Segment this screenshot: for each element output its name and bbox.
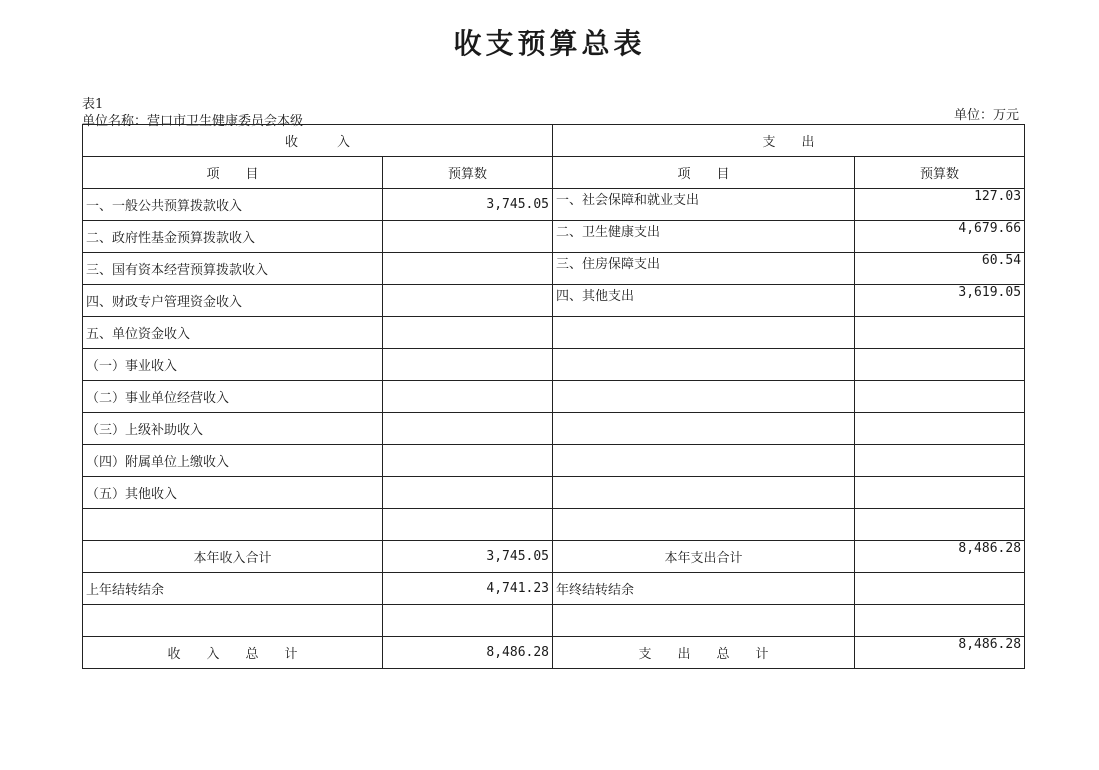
income-header: 收 入 [83,125,553,157]
income-year-total-label: 本年收入合计 [83,541,383,573]
page-title: 收支预算总表 [453,27,646,60]
expense-item: 三、住房保障支出 [553,253,855,285]
carry-in-value: 4,741.23 [383,573,553,605]
income-value [383,349,553,381]
income-value [383,509,553,541]
expense-item [553,477,855,509]
income-item: 一、一般公共预算拨款收入 [83,189,383,221]
expense-budget-header: 预算数 [855,157,1025,189]
carry-out-value [855,573,1025,605]
income-item: （五）其他收入 [83,477,383,509]
table-row [83,381,1025,413]
expense-grand-total-label: 支 出 总 计 [553,637,855,669]
table-row [83,317,1025,349]
grand-total-row [83,637,1025,669]
blank-cell [855,605,1025,637]
table-row [83,413,1025,445]
income-item [83,509,383,541]
income-item: （三）上级补助收入 [83,413,383,445]
income-item: （二）事业单位经营收入 [83,381,383,413]
income-value [383,285,553,317]
table-row [83,509,1025,541]
expense-item: 四、其他支出 [553,285,855,317]
table-number: 表1 [82,97,104,112]
expense-value [855,509,1025,541]
year-total-row [83,541,1025,573]
expense-item [553,445,855,477]
table-row [83,253,1025,285]
expense-value [855,413,1025,445]
blank-cell [553,605,855,637]
budget-table [82,124,1025,669]
expense-value [855,349,1025,381]
table-row [83,349,1025,381]
income-value [383,445,553,477]
income-value [383,253,553,285]
expense-value [855,381,1025,413]
carry-out-label: 年终结转结余 [553,573,855,605]
blank-cell [83,605,383,637]
table-row [83,221,1025,253]
expense-value: 60.54 [855,253,1025,285]
expense-item: 二、卫生健康支出 [553,221,855,253]
table-row [83,285,1025,317]
expense-year-total-value: 8,486.28 [855,541,1025,573]
income-item: 三、国有资本经营预算拨款收入 [83,253,383,285]
expense-year-total-label: 本年支出合计 [553,541,855,573]
expense-value [855,317,1025,349]
income-item-header: 项 目 [83,157,383,189]
blank-row [83,605,1025,637]
blank-cell [383,605,553,637]
column-header-row [83,157,1025,189]
income-item: （四）附属单位上缴收入 [83,445,383,477]
table-row [83,477,1025,509]
carry-over-row [83,573,1025,605]
income-item: 五、单位资金收入 [83,317,383,349]
expense-value: 3,619.05 [855,285,1025,317]
expense-item [553,509,855,541]
income-value [383,381,553,413]
expense-value [855,477,1025,509]
unit-name: 单位名称：营口市卫生健康委员会本级 [82,114,304,129]
income-value [383,477,553,509]
expense-item: 一、社会保障和就业支出 [553,189,855,221]
carry-in-label: 上年结转结余 [83,573,383,605]
expense-item [553,413,855,445]
expense-grand-total-value: 8,486.28 [855,637,1025,669]
income-grand-total-value: 8,486.28 [383,637,553,669]
expense-item-header: 项 目 [553,157,855,189]
income-value [383,413,553,445]
expense-header: 支 出 [553,125,1025,157]
expense-item [553,349,855,381]
table-row [83,445,1025,477]
income-value [383,221,553,253]
income-item: （一）事业收入 [83,349,383,381]
expense-item [553,317,855,349]
income-value [383,317,553,349]
currency-unit: 单位：万元 [953,108,1019,123]
expense-value [855,445,1025,477]
section-header-row [83,125,1025,157]
income-value: 3,745.05 [383,189,553,221]
expense-value: 4,679.66 [855,221,1025,253]
income-year-total-value: 3,745.05 [383,541,553,573]
table-row [83,189,1025,221]
income-item: 四、财政专户管理资金收入 [83,285,383,317]
expense-value: 127.03 [855,189,1025,221]
income-item: 二、政府性基金预算拨款收入 [83,221,383,253]
income-grand-total-label: 收 入 总 计 [83,637,383,669]
expense-item [553,381,855,413]
income-budget-header: 预算数 [383,157,553,189]
